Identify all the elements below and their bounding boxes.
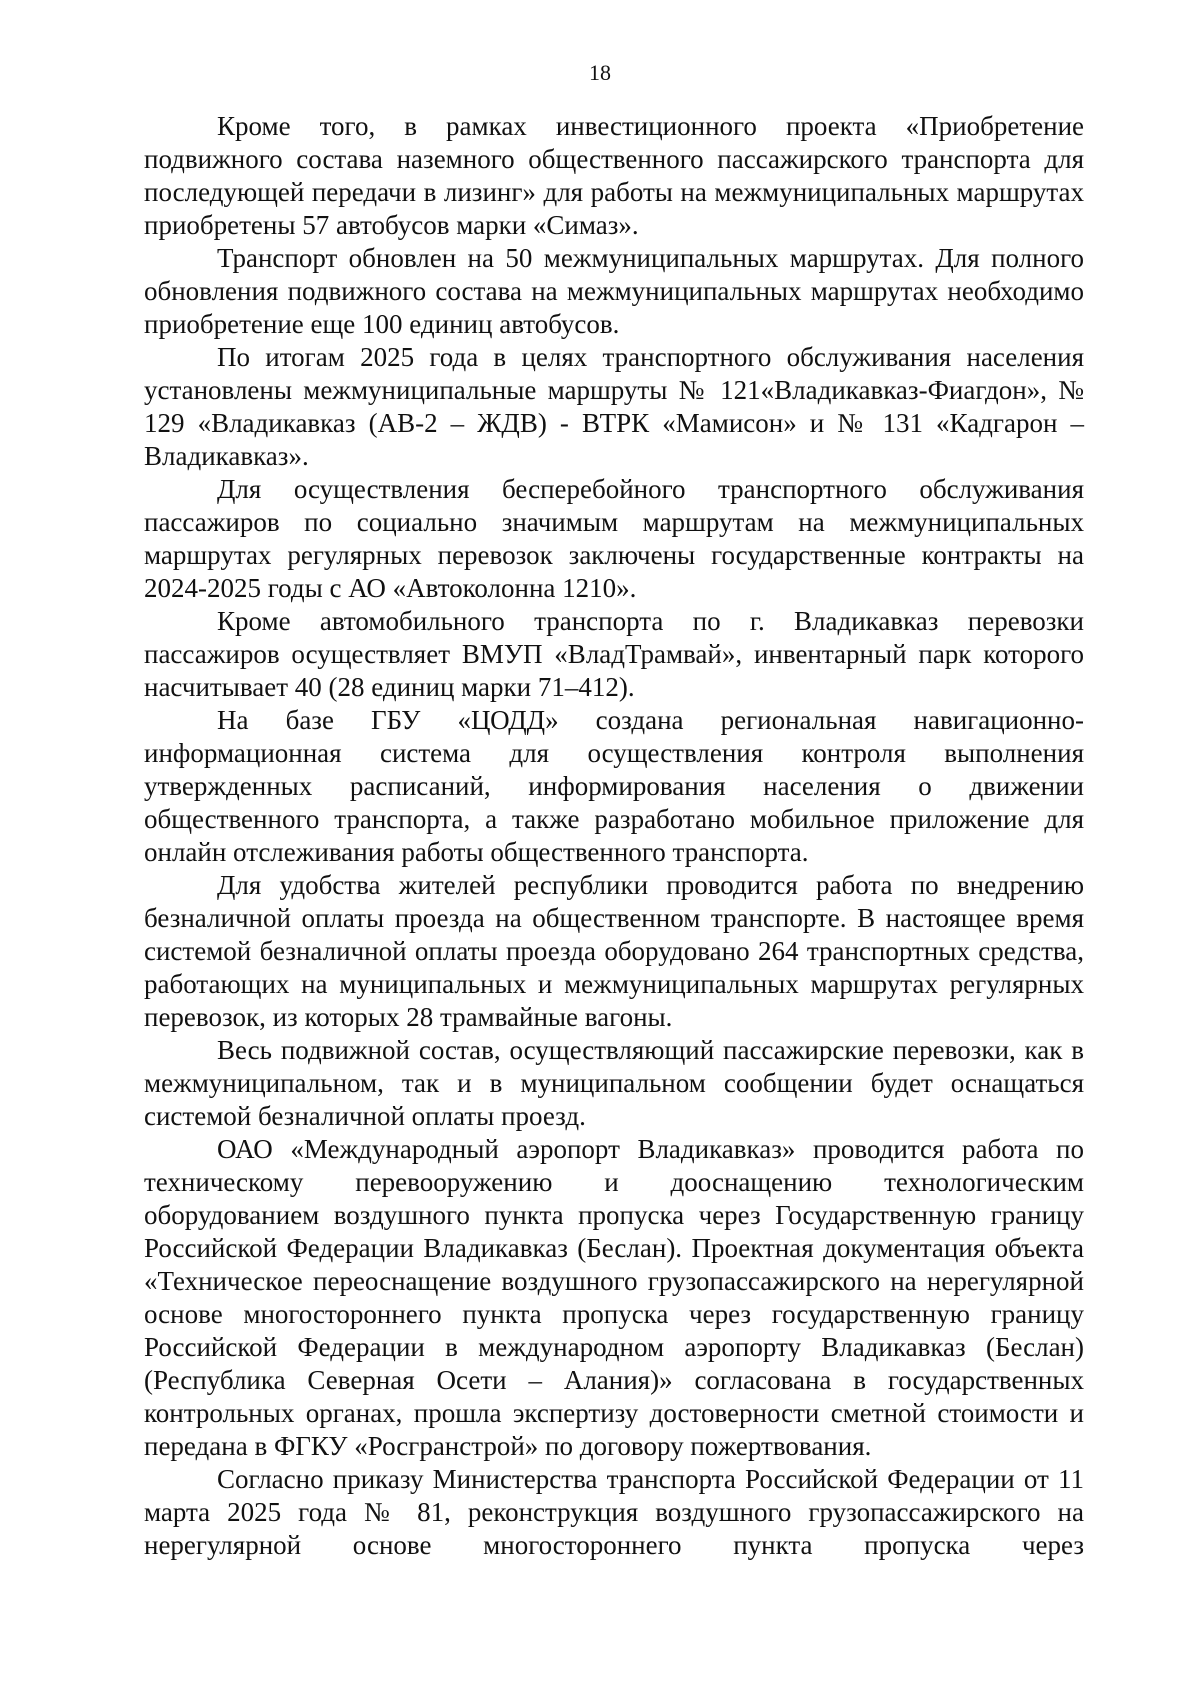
paragraph: ОАО «Международный аэропорт Владикавказ» проводится работа по техническому перевооружению и дооснащению технологическим оборудованием воздушного пункта пропуска через Государственную границу Российской Федерации Владикавказ (Беслан). Проектная документация объекта «Техническое переоснащение воздушного грузопассажирского на нерегулярной основе многостороннего пункта пропуска через государственную границу Российской Федерации в международном аэропорту Владикавказ (Беслан) (Республика Северная Осети – Алания)» согласована в государственных контрольных органах, прошла экспертизу достоверности сметной стоимости и передана в ФГКУ «Росгранстрой» по договору пожертвования. <box>144 1134 1084 1461</box>
paragraph: По итогам 2025 года в целях транспортного обслуживания населения установлены межмуниципальные маршруты № 121«Владикавказ-Фиагдон», № 129 «Владикавказ (АВ-2 – ЖДВ) - ВТРК «Мамисон» и № 131 «Кадгарон – Владикавказ». <box>144 342 1084 471</box>
paragraph: Транспорт обновлен на 50 межмуниципальных маршрутах. Для полного обновления подвижного состава на межмуниципальных маршрутах необходимо приобретение еще 100 единиц автобусов. <box>144 243 1084 339</box>
paragraph: Для удобства жителей республики проводится работа по внедрению безналичной оплаты проезда на общественном транспорте. В настоящее время системой безналичной оплаты проезда оборудовано 264 транспортных средства, работающих на муниципальных и межмуниципальных маршрутах регулярных перевозок, из которых 28 трамвайные вагоны. <box>144 870 1084 1032</box>
paragraph: Кроме того, в рамках инвестиционного проекта «Приобретение подвижного состава наземного общественного пассажирского транспорта для последующей передачи в лизинг» для работы на межмуниципальных маршрутах приобретены 57 автобусов марки «Симаз». <box>144 111 1084 240</box>
paragraph: Весь подвижной состав, осуществляющий пассажирские перевозки, как в межмуниципальном, так и в муниципальном сообщении будет оснащаться системой безналичной оплаты проезд. <box>144 1035 1084 1131</box>
paragraph: Кроме автомобильного транспорта по г. Владикавказ перевозки пассажиров осуществляет ВМУП «ВладТрамвай», инвентарный парк которого насчитывает 40 (28 единиц марки 71–412). <box>144 606 1084 702</box>
paragraph: Для осуществления бесперебойного транспортного обслуживания пассажиров по социально значимым маршрутам на межмуниципальных маршрутах регулярных перевозок заключены государственные контракты на 2024-2025 годы с АО «Автоколонна 1210». <box>144 474 1084 603</box>
document-body <box>144 110 1084 1562</box>
paragraph: На базе ГБУ «ЦОДД» создана региональная навигационно-информационная система для осуществления контроля выполнения утвержденных расписаний, информирования населения о движении общественного транспорта, а также разработано мобильное приложение для онлайн отслеживания работы общественного транспорта. <box>144 705 1084 867</box>
page-number: 18 <box>589 60 611 85</box>
paragraph-last: Согласно приказу Министерства транспорта Российской Федерации от 11 марта 2025 года № 81, реконструкция воздушного грузопассажирского на нерегулярной основе многостороннего пункта пропуска через <box>144 1464 1084 1560</box>
